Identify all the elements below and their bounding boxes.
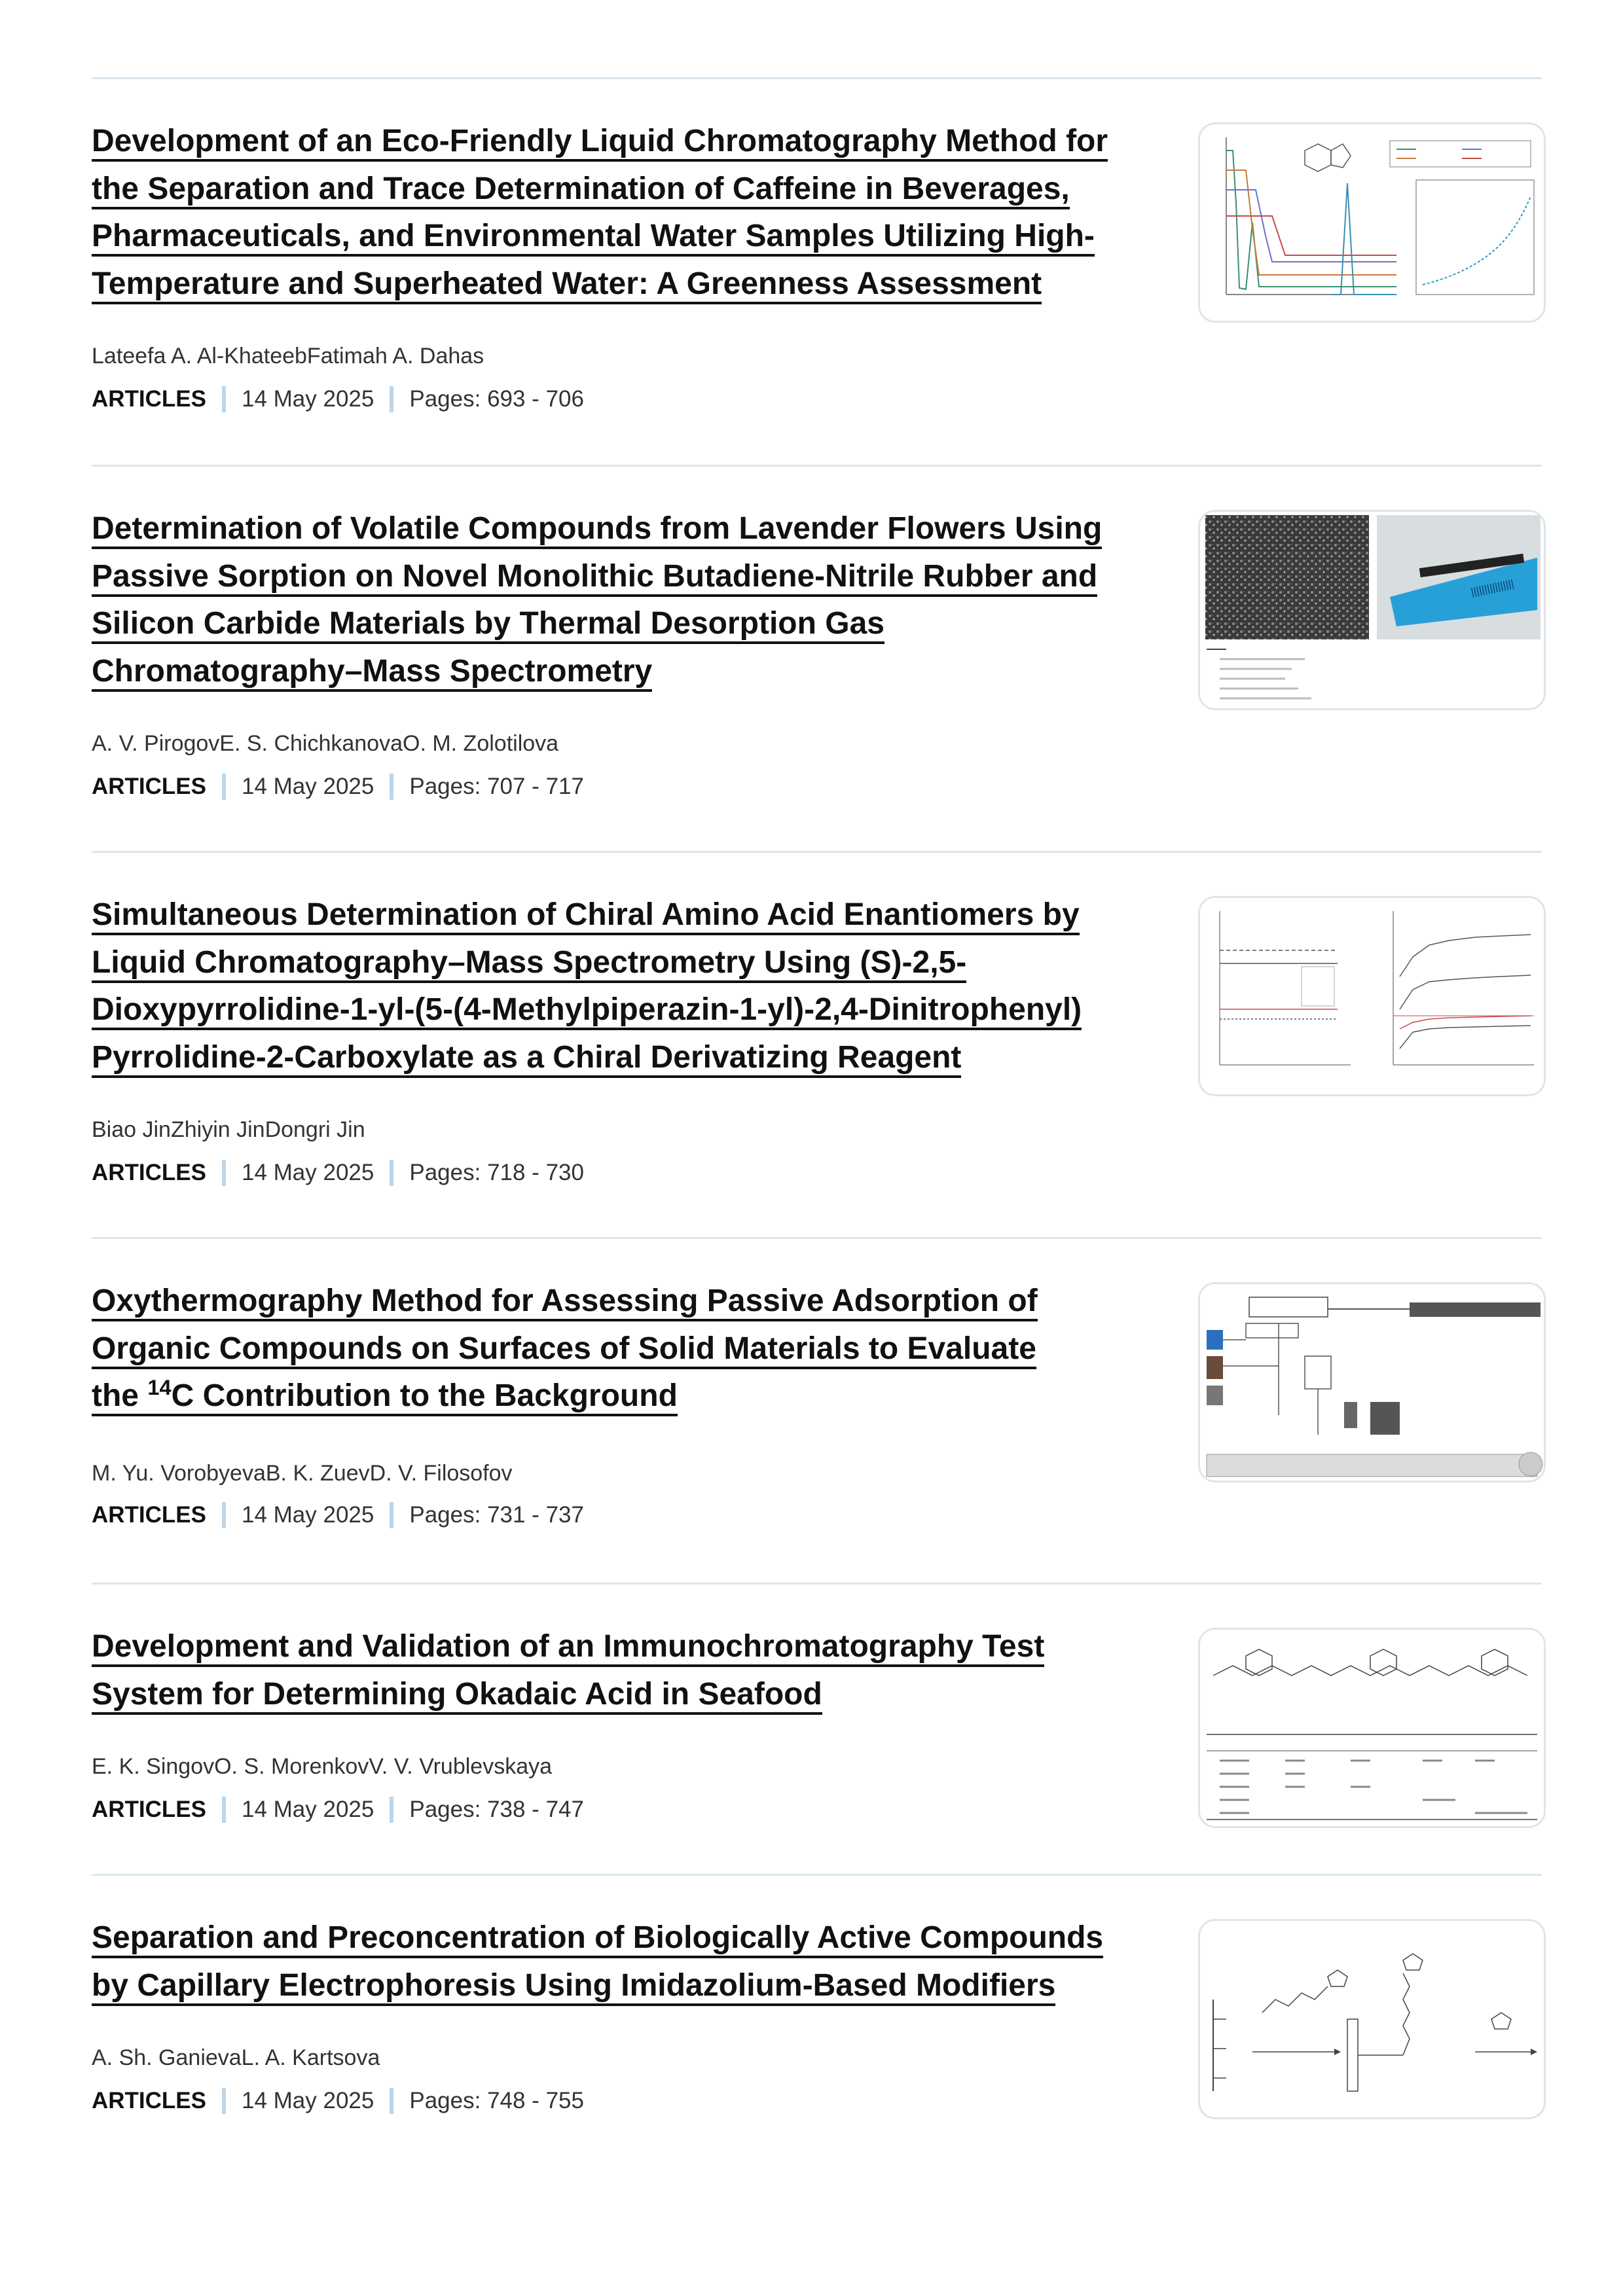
article-type: ARTICLES [92, 386, 206, 412]
article-pages: Pages: 718 - 730 [409, 1160, 584, 1185]
title-superscript[interactable]: 14 [147, 1375, 172, 1399]
article-date: 14 May 2025 [242, 1160, 374, 1185]
article-meta [92, 2088, 584, 2114]
chromatogram-figure-image [1200, 124, 1544, 321]
article-authors: A. Sh. GanievaL. A. Kartsova [92, 2045, 380, 2070]
title-line[interactable]: Development of an Eco-Friendly Liquid Chromatography Method for [92, 124, 1108, 162]
divider [92, 77, 1542, 79]
title-line[interactable]: Organic Compounds on Surfaces of Solid Materials to Evaluate [92, 1331, 1036, 1369]
title-line[interactable]: Pharmaceuticals, and Environmental Water Samples Utilizing High- [92, 219, 1095, 257]
chemical-structure-table-image [1200, 1630, 1544, 1826]
divider [92, 1583, 1542, 1585]
article-meta [92, 1797, 584, 1823]
title-line[interactable]: Separation and Preconcentration of Biologically Active Compounds [92, 1920, 1103, 1958]
meta-separator [222, 386, 226, 412]
article-pages: Pages: 693 - 706 [409, 386, 584, 412]
article-date: 14 May 2025 [242, 386, 374, 412]
meta-separator [390, 1502, 393, 1528]
article-type: ARTICLES [92, 1502, 206, 1528]
article-thumbnail[interactable] [1198, 1919, 1546, 2119]
article-authors: E. K. SingovO. S. MorenkovV. V. Vrublevskaya [92, 1754, 553, 1779]
title-suffix[interactable]: C Contribution to the Background [171, 1378, 678, 1413]
meta-separator [222, 1797, 226, 1823]
apparatus-diagram-image [1200, 1284, 1544, 1480]
article-title-link[interactable] [92, 897, 1082, 1078]
article-meta [92, 1502, 584, 1528]
title-line[interactable]: the Separation and Trace Determination of Caffeine in Beverages, [92, 171, 1070, 209]
divider [92, 851, 1542, 853]
meta-separator [390, 774, 393, 800]
article-thumbnail[interactable] [1198, 1628, 1546, 1828]
meta-separator [222, 774, 226, 800]
title-line[interactable]: by Capillary Electrophoresis Using Imidazolium-Based Modifiers [92, 1968, 1055, 2006]
line-plots-figure-image [1200, 898, 1544, 1094]
title-line[interactable]: Temperature and Superheated Water: A Greenness Assessment [92, 266, 1042, 304]
article-title-link[interactable] [92, 1920, 1103, 2006]
article-pages: Pages: 748 - 755 [409, 2088, 584, 2113]
meta-separator [390, 1160, 393, 1186]
article-thumbnail[interactable] [1198, 510, 1546, 710]
article-type: ARTICLES [92, 1797, 206, 1822]
article-date: 14 May 2025 [242, 774, 374, 799]
meta-separator [390, 1797, 393, 1823]
article-title[interactable] [92, 1914, 1133, 2009]
title-prefix[interactable]: the [92, 1378, 148, 1413]
article-meta [92, 1160, 584, 1186]
meta-separator [222, 2088, 226, 2114]
divider [92, 465, 1542, 467]
title-line[interactable]: Dioxypyrrolidine-1-yl-(5-(4-Methylpiperazin-1-yl)-2,4-Dinitrophenyl) [92, 992, 1082, 1030]
title-line[interactable]: Development and Validation of an Immunochromatography Test [92, 1629, 1044, 1667]
article-date: 14 May 2025 [242, 1797, 374, 1822]
article-date: 14 May 2025 [242, 1502, 374, 1528]
article-title-link[interactable] [92, 1629, 1044, 1715]
title-line[interactable]: Simultaneous Determination of Chiral Amino Acid Enantiomers by [92, 897, 1080, 935]
svg-text:||||||||||||||||: |||||||||||||||| [1470, 578, 1515, 598]
title-line[interactable]: Passive Sorption on Novel Monolithic Butadiene-Nitrile Rubber and [92, 559, 1097, 597]
article-authors: Lateefa A. Al-KhateebFatimah A. Dahas [92, 344, 484, 368]
article-authors: M. Yu. VorobyevaB. K. ZuevD. V. Filosofov [92, 1461, 513, 1486]
article-title[interactable] [92, 1278, 1133, 1420]
article-type: ARTICLES [92, 774, 206, 799]
article-thumbnail[interactable] [1198, 122, 1546, 323]
article-thumbnail[interactable] [1198, 896, 1546, 1096]
divider [92, 1874, 1542, 1876]
article-date: 14 May 2025 [242, 2088, 374, 2113]
title-line[interactable]: Determination of Volatile Compounds from Lavender Flowers Using [92, 511, 1102, 549]
article-authors: A. V. PirogovE. S. ChichkanovaO. M. Zolotilova [92, 731, 559, 756]
title-line[interactable]: Oxythermography Method for Assessing Passive Adsorption of [92, 1283, 1038, 1321]
title-line[interactable]: Chromatography–Mass Spectrometry [92, 654, 652, 692]
article-title[interactable] [92, 505, 1133, 695]
article-title[interactable] [92, 118, 1133, 308]
divider [92, 1237, 1542, 1239]
meta-separator [390, 386, 393, 412]
article-type: ARTICLES [92, 2088, 206, 2113]
article-pages: Pages: 738 - 747 [409, 1797, 584, 1822]
article-meta [92, 774, 584, 800]
article-title-link[interactable] [92, 124, 1108, 304]
title-line[interactable]: Pyrrolidine-2-Carboxylate as a Chiral Derivatizing Reagent [92, 1040, 961, 1078]
article-title-link[interactable] [92, 1283, 1038, 1416]
article-title[interactable] [92, 891, 1133, 1081]
title-line[interactable]: Silicon Carbide Materials by Thermal Desorption Gas [92, 606, 884, 644]
title-line[interactable]: Liquid Chromatography–Mass Spectrometry Using (S)-2,5- [92, 945, 966, 983]
article-title[interactable] [92, 1623, 1133, 1718]
meta-separator [222, 1160, 226, 1186]
meta-separator [222, 1502, 226, 1528]
reaction-scheme-image [1200, 1921, 1544, 2117]
article-meta [92, 386, 584, 412]
article-thumbnail[interactable] [1198, 1282, 1546, 1482]
title-line[interactable] [92, 1375, 678, 1416]
article-pages: Pages: 731 - 737 [409, 1502, 584, 1528]
article-title-link[interactable] [92, 511, 1102, 692]
article-authors: Biao JinZhiyin JinDongri Jin [92, 1117, 365, 1142]
microscopy-photo-image [1200, 512, 1544, 708]
title-line[interactable]: System for Determining Okadaic Acid in Seafood [92, 1677, 822, 1715]
article-type: ARTICLES [92, 1160, 206, 1185]
meta-separator [390, 2088, 393, 2114]
article-pages: Pages: 707 - 717 [409, 774, 584, 799]
